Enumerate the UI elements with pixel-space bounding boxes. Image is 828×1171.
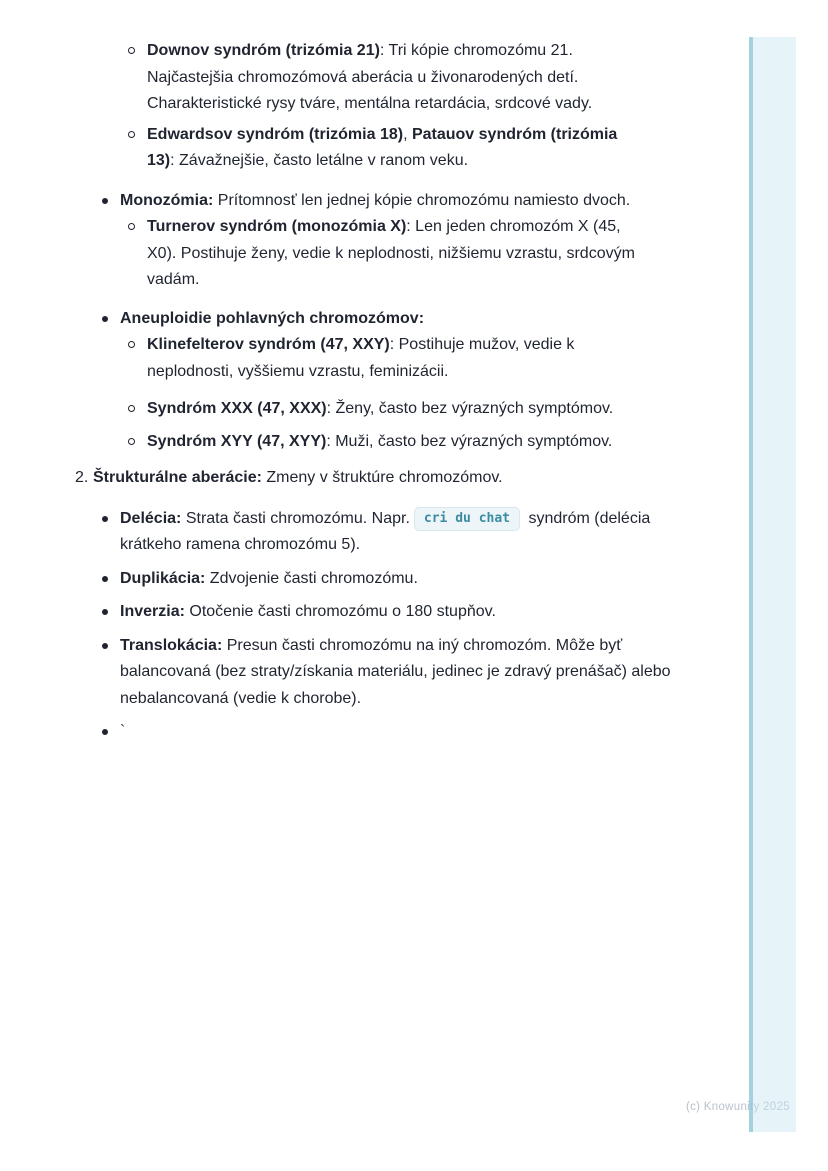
item-text: Monozómia: Prítomnosť len jednej kópie chromozómu namiesto dvoch. bbox=[120, 191, 631, 209]
list-item bbox=[0, 38, 647, 118]
item-text: Inverzia: Otočenie časti chromozómu o 180 stupňov. bbox=[120, 603, 496, 620]
list-item bbox=[0, 214, 647, 294]
bullet-icon bbox=[102, 576, 108, 582]
item-text: Syndróm XXX (47, XXX): Ženy, často bez výrazných symptómov. bbox=[147, 400, 614, 417]
list-item bbox=[0, 122, 647, 175]
list-item bbox=[0, 506, 672, 559]
list-item bbox=[0, 188, 672, 215]
list-item bbox=[0, 332, 647, 385]
inline-code-chip: cri du chat bbox=[414, 507, 520, 531]
item-text: Klinefelterov syndróm (47, XXY): Postihuje mužov, vedie k neplodnosti, vyššiemu vzrastu, feminizácii. bbox=[147, 336, 575, 380]
item-text: Edwardsov syndróm (trizómia 18), Patauov syndróm (trizómia 13): Závažnejšie, často letálne v ranom veku. bbox=[147, 125, 618, 169]
list-item bbox=[0, 633, 672, 713]
circle-bullet-icon bbox=[128, 223, 135, 230]
item-text: ` bbox=[120, 723, 126, 740]
circle-bullet-icon bbox=[128, 47, 135, 54]
circle-bullet-icon bbox=[128, 438, 135, 445]
circle-bullet-icon bbox=[128, 405, 135, 412]
list-item bbox=[0, 429, 647, 456]
list-item bbox=[0, 396, 647, 423]
circle-bullet-icon bbox=[128, 131, 135, 138]
item-text: Translokácia: Presun časti chromozómu na iný chromozóm. Môže byť balancovaná (bez straty/získania materiálu, jedinec je zdravý prenášač) alebo nebalancovaná (vedie k chorobe). bbox=[120, 636, 671, 707]
item-text: Turnerov syndróm (monozómia X): Len jeden chromozóm X (45, X0). Postihuje ženy, vedie k neplodnosti, nižšiemu vzrastu, srdcovým vadám. bbox=[147, 218, 635, 288]
item-text: Duplikácia: Zdvojenie časti chromozómu. bbox=[120, 569, 418, 587]
item-text: Downov syndróm (trizómia 21): Tri kópie chromozómu 21. Najčastejšia chromozómová aberácia u živonarodených detí. Charakteristické rysy tváre, mentálna retardácia, srdcové vady. bbox=[147, 42, 593, 112]
bullet-icon bbox=[102, 516, 108, 522]
item-text: Štrukturálne aberácie: Zmeny v štruktúre chromozómov. bbox=[93, 469, 503, 486]
list-item bbox=[0, 719, 672, 746]
numbered-list-item bbox=[0, 465, 690, 492]
bullet-icon bbox=[102, 729, 108, 735]
item-text: Aneuploidie pohlavných chromozómov: bbox=[120, 309, 425, 327]
document-content bbox=[0, 38, 828, 753]
item-text: Syndróm XYY (47, XYY): Muži, často bez výrazných symptómov. bbox=[147, 432, 613, 450]
list-item bbox=[0, 306, 672, 333]
circle-bullet-icon bbox=[128, 341, 135, 348]
page-footer: (c) Knowunity 2025 bbox=[686, 1101, 790, 1113]
list-item bbox=[0, 566, 672, 593]
bullet-icon bbox=[102, 643, 108, 649]
bullet-icon bbox=[102, 609, 108, 615]
bullet-icon bbox=[102, 316, 108, 322]
list-item bbox=[0, 599, 672, 626]
item-text: Delécia: Strata časti chromozómu. Napr. cri du chat syndróm (delécia krátkeho ramena chromozómu 5). bbox=[120, 510, 650, 554]
list-number: 2. bbox=[75, 469, 89, 486]
bullet-icon bbox=[102, 198, 108, 204]
decorative-stripe bbox=[749, 37, 796, 1132]
